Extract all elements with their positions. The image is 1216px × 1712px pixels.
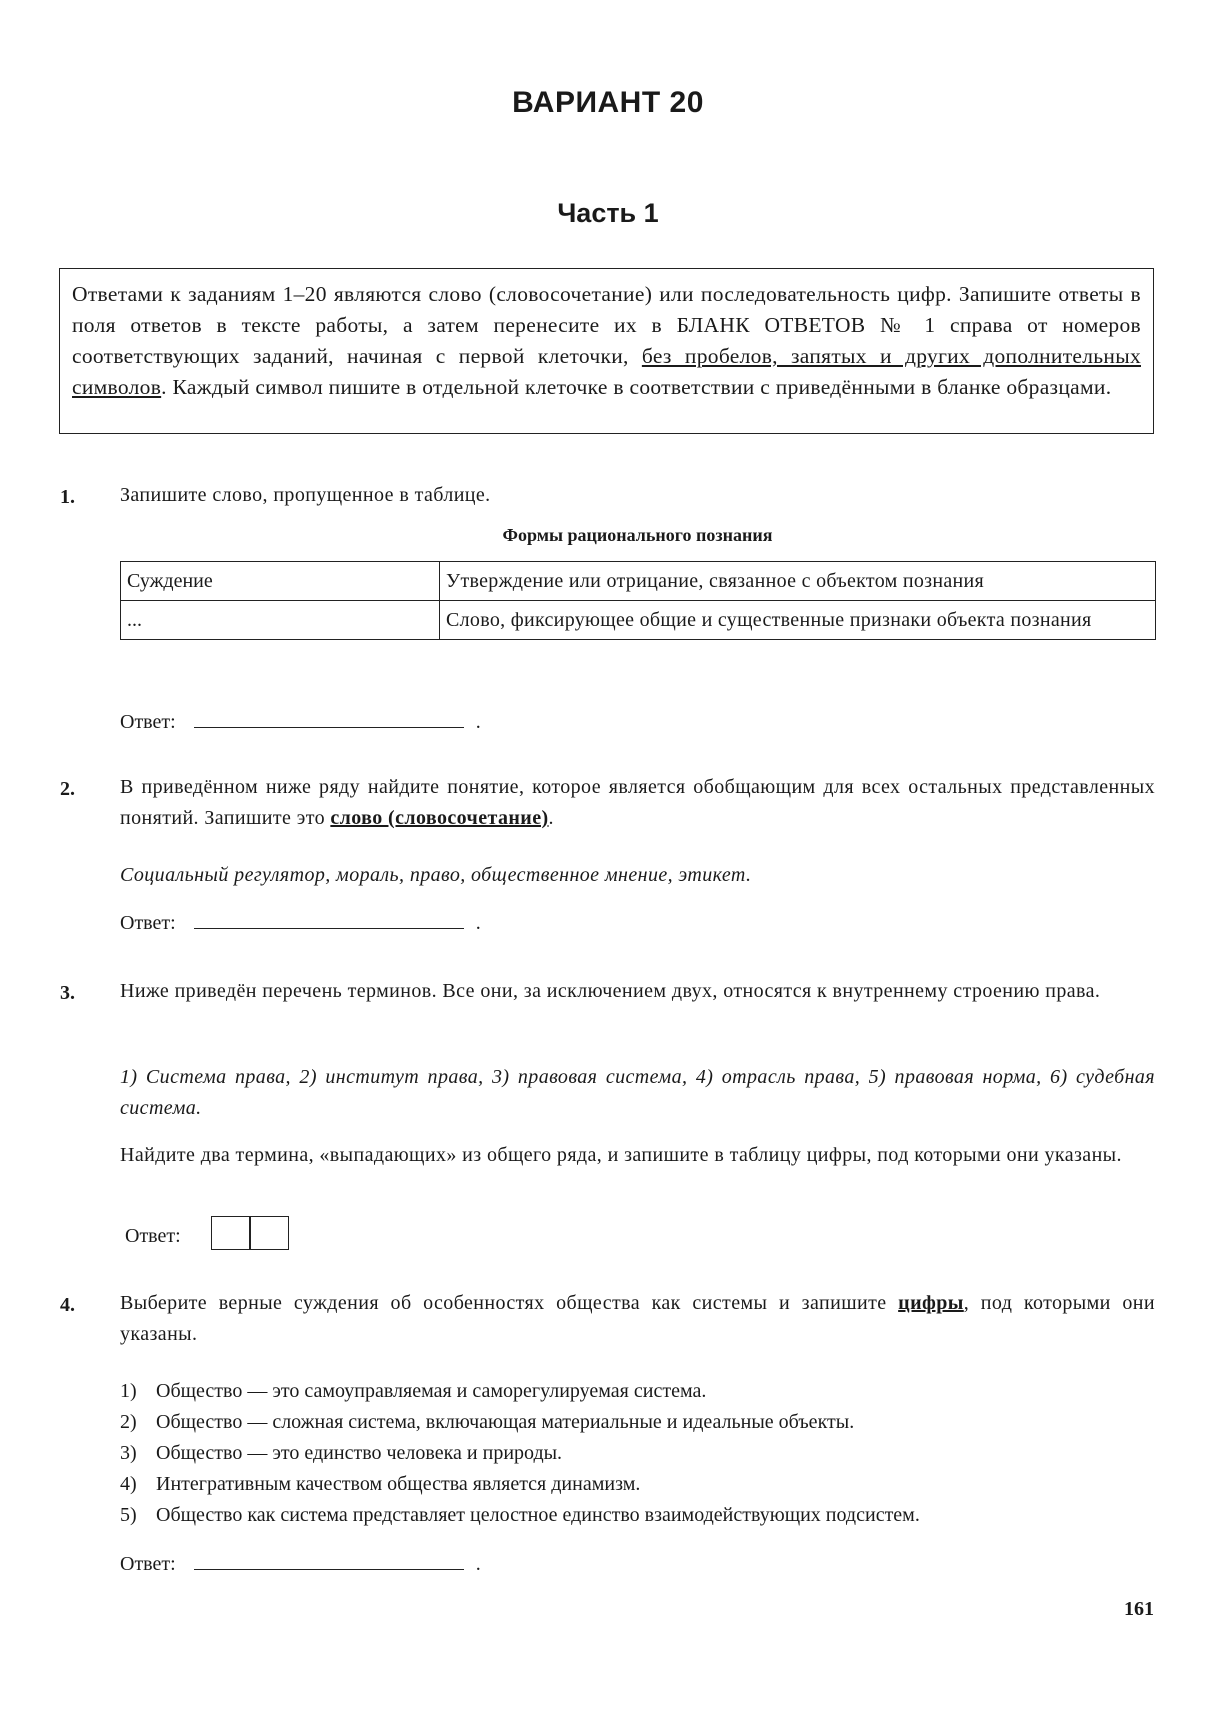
q2-list: Социальный регулятор, мораль, право, общественное мнение, этикет. — [120, 864, 752, 886]
q4-option-number: 3) — [120, 1442, 137, 1464]
q4-number: 4. — [60, 1294, 75, 1316]
variant-title: ВАРИАНТ 20 — [512, 86, 704, 119]
q4-text — [120, 1288, 1155, 1350]
list-item — [120, 1438, 1155, 1469]
q4-option-number: 5) — [120, 1504, 137, 1526]
instructions-text-2: . Каждый символ пишите в отдельной клеточке в соответствии с приведёнными в бланке образцами. — [161, 375, 1112, 399]
q2-text-1: В приведённом ниже ряду найдите понятие, которое является обобщающим для всех остальных представленных понятий. Запишите это — [120, 776, 1155, 829]
q2-text-bold: слово (словосочетание) — [330, 807, 549, 829]
q3-text: Ниже приведён перечень терминов. Все они, за исключением двух, относятся к внутреннему строению права. — [120, 980, 1101, 1002]
q4-answer-label: Ответ: — [120, 1553, 176, 1575]
page-number: 161 — [1124, 1598, 1154, 1620]
q4-answer-field[interactable] — [194, 1547, 464, 1570]
q2-text — [120, 772, 1155, 834]
q3-answer-cell-1[interactable] — [211, 1216, 251, 1250]
q4-option-text: Интегративным качеством общества является динамизм. — [156, 1473, 641, 1495]
instructions-box — [59, 268, 1154, 434]
q4-option-text: Общество — это самоуправляемая и саморегулируемая система. — [156, 1380, 707, 1402]
q3-answer-cell-2[interactable] — [249, 1216, 289, 1250]
q4-option-number: 2) — [120, 1411, 137, 1433]
q1-answer-label: Ответ: — [120, 711, 176, 733]
q1-table — [120, 561, 1156, 640]
q2-answer-label: Ответ: — [120, 912, 176, 934]
q4-option-text: Общество — сложная система, включающая материальные и идеальные объекты. — [156, 1411, 855, 1433]
q4-text-bold: цифры — [898, 1292, 964, 1314]
q1-row1-definition: Утверждение или отрицание, связанное с объектом познания — [440, 562, 1156, 601]
list-item — [120, 1469, 1155, 1500]
q4-option-text: Общество — это единство человека и природы. — [156, 1442, 563, 1464]
q4-options — [120, 1376, 1155, 1531]
q1-row2-term: ... — [121, 601, 440, 640]
q1-row2-definition: Слово, фиксирующее общие и существенные признаки объекта познания — [440, 601, 1156, 640]
q3-answer-boxes — [211, 1216, 290, 1259]
q3-list: 1) Система права, 2) институт права, 3) правовая система, 4) отрасль права, 5) правовая норма, 6) судебная система. — [120, 1066, 1155, 1119]
table-row — [121, 562, 1156, 601]
q2-number: 2. — [60, 778, 75, 800]
list-item — [120, 1500, 1155, 1531]
q4-text-2: , под которыми они указаны. — [120, 1292, 1156, 1345]
q4-option-number: 1) — [120, 1380, 137, 1402]
q3-answer-label: Ответ: — [125, 1225, 181, 1248]
list-item — [120, 1407, 1155, 1438]
q1-answer — [120, 705, 481, 735]
q3-number: 3. — [60, 982, 75, 1004]
q2-answer-field[interactable] — [194, 906, 464, 929]
part-title: Часть 1 — [557, 198, 659, 228]
q1-number: 1. — [60, 486, 75, 508]
q2-answer — [120, 906, 481, 936]
q4-answer-dot: . — [475, 1553, 481, 1575]
q2-text-2: . — [548, 807, 554, 829]
q4-answer — [120, 1547, 481, 1577]
instructions-underlined: без пробелов, запятых и других дополнительных символов — [72, 344, 1141, 399]
q3-task: Найдите два термина, «выпадающих» из общего ряда, и запишите в таблицу цифры, под которыми они указаны. — [120, 1144, 1122, 1166]
q1-answer-dot: . — [475, 711, 481, 733]
q1-text: Запишите слово, пропущенное в таблице. — [120, 484, 491, 506]
table-row — [121, 601, 1156, 640]
q2-answer-dot: . — [475, 912, 481, 934]
instructions-text-1: Ответами к заданиям 1–20 являются слово (словосочетание) или последовательность цифр. Запишите ответы в поля ответов в тексте работы, а затем перенесите их в БЛАНК ОТВЕТОВ № 1 справа от номеров соответствующих заданий, начиная с первой клеточки, — [72, 282, 1141, 368]
q3-answer — [125, 1216, 289, 1246]
q4-option-number: 4) — [120, 1473, 137, 1495]
q1-answer-field[interactable] — [194, 705, 464, 728]
list-item — [120, 1376, 1155, 1407]
q4-option-text: Общество как система представляет целостное единство взаимодействующих подсистем. — [156, 1504, 920, 1526]
q4-text-1: Выберите верные суждения об особенностях общества как системы и запишите — [120, 1292, 899, 1314]
q1-row1-term: Суждение — [121, 562, 440, 601]
q1-table-title: Формы рационального познания — [502, 525, 773, 545]
